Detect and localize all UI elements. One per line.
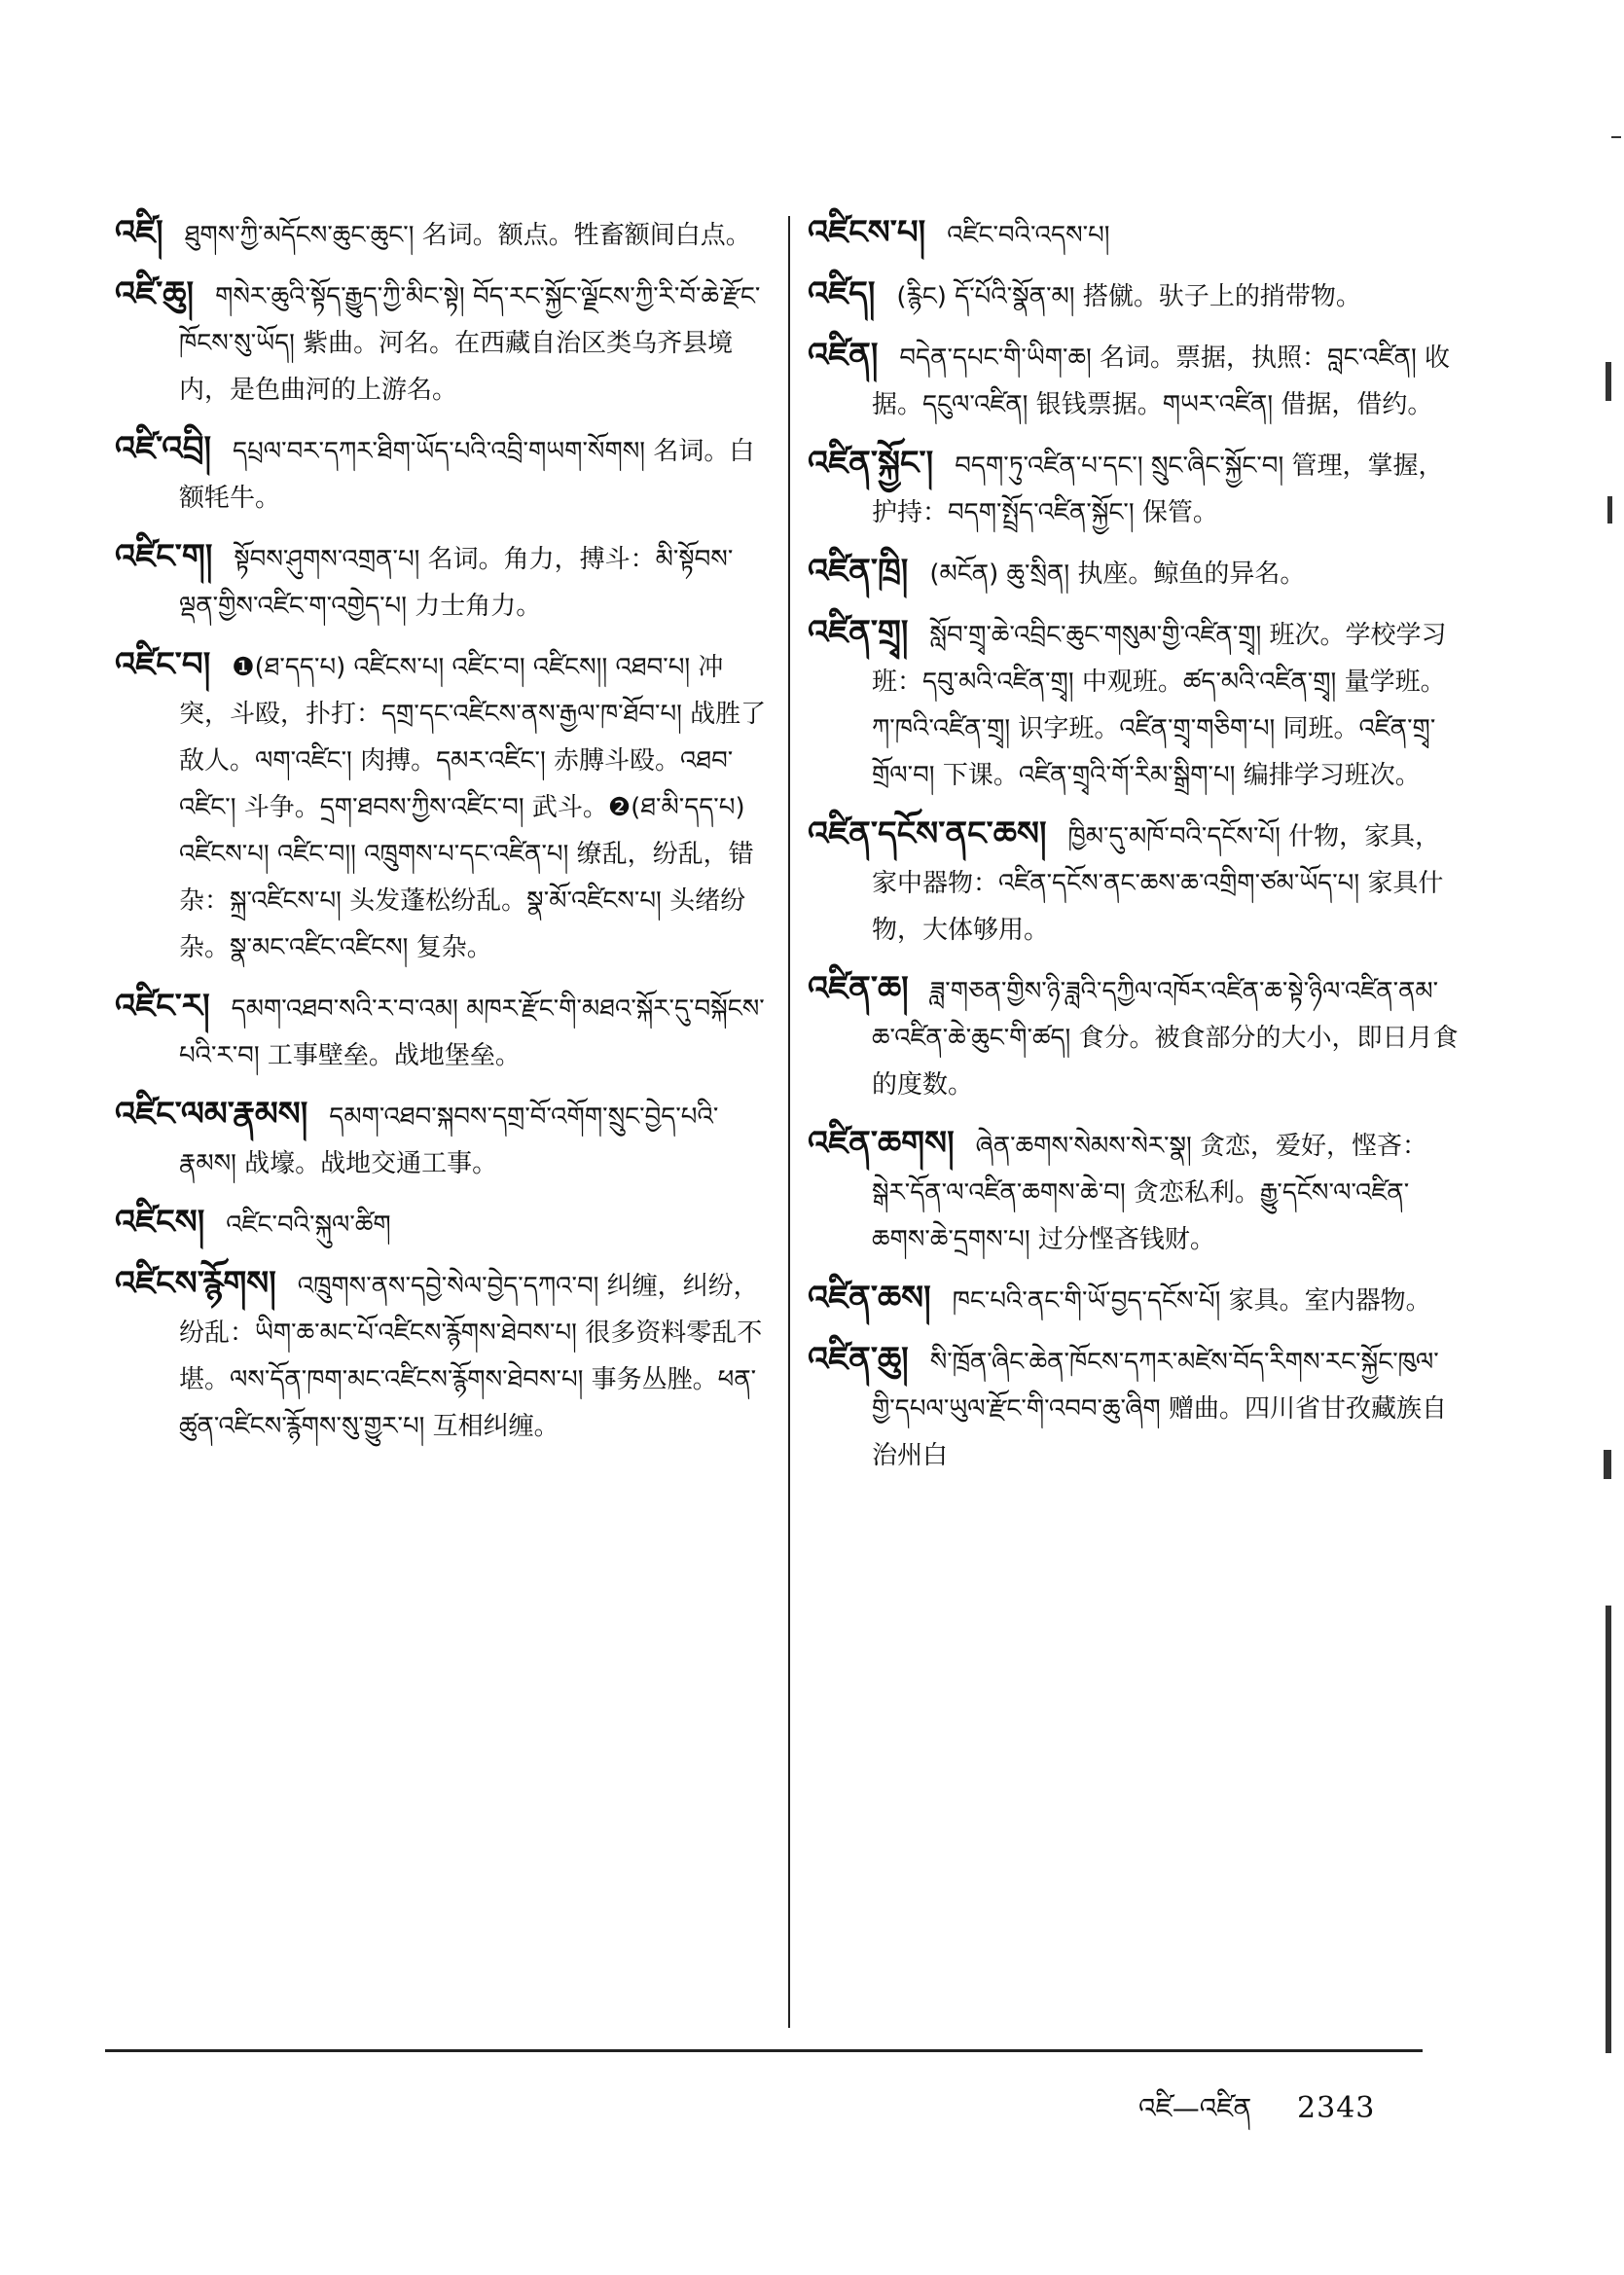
entry-definition: གསེར་ཆུའི་སྟོད་རྒྱུད་ཀྱི་མིང་སྟེ། བོད་རང་སྐྱོང་ལྗོངས་ཀྱི་རི་བོ་ཆེ་རྫོང་ཁོངས་སུ་ཡོད། 紫曲。河名。在西藏自治区类乌齐县境内，是色曲河的上游名。 (179, 282, 761, 405)
dictionary-entry (808, 1120, 1460, 1263)
entry-headword: འཛིངས་པ། (808, 213, 926, 252)
dictionary-entry (808, 811, 1460, 954)
dictionary-entry (115, 983, 767, 1079)
entry-headword: འཛིངས་རྙོགས། (115, 1264, 276, 1303)
entry-definition: དཔྲལ་བར་དཀར་ཐིག་ཡོད་པའི་འབྲི་གཡག་སོགས། 名词。白额牦牛。 (179, 437, 755, 513)
entry-definition: ❶(ཐ་དད་པ) འཛིངས་པ། འཛིང་བ། འཛིངས།། འཐབ་པ། 冲突，斗殴，扑打：དགྲ་དང་འཛིངས་ནས་རྒྱལ་ཁ་ཐོབ་པ། 战胜了敌人。ལག་འཛིང་། 肉搏。དམར་འཛིང་། 赤膊斗殴。འཐབ་འཛིང་། 斗争。དྲག་ཐབས་ཀྱིས་འཛིང་བ། 武斗。❷(ཐ་མི་དད་པ) འཛིངས་པ། འཛིང་བ།། འཁྲུགས་པ་དང་འཛིན་པ། 缭乱，纷乱，错杂：སྐྲ་འཛིངས་པ། 头发蓬松纷乱。སྣ་མོ་འཛིངས་པ། 头绪纷杂。སྣ་མང་འཛིང་འཛིངས། 复杂。 (179, 653, 767, 962)
entry-headword: འཛི་འབྲི། (115, 429, 212, 468)
entry-definition: སི་ཁྲོན་ཞིང་ཆེན་ཁོངས་དཀར་མཛེས་བོད་རིགས་རང་སྐྱོང་ཁུལ་གྱི་དཔལ་ཡུལ་རྫོང་གི་འབབ་ཆུ་ཞིག 赠曲。四川省甘孜藏族自治州白 (872, 1348, 1447, 1470)
dictionary-entry (115, 209, 767, 259)
entry-headword: འཛིན་ཆུ། (808, 1340, 909, 1379)
entry-definition: ཁྱིམ་དུ་མཁོ་བའི་དངོས་པོ། 什物，家具，家中器物：འཛིན་དངོས་ནང་ཆས་ཆ་འགྲིག་ཙམ་ཡོད་པ། 家具什物，大体够用。 (872, 822, 1444, 945)
entry-headword: འཛིན། (808, 336, 879, 375)
entry-headword: འཛིན་ཁྲི། (808, 552, 909, 591)
entry-definition: (མངོན) ཆུ་སྲིན། 执座。鲸鱼的异名。 (929, 560, 1306, 589)
entry-headword: འཛིང་ར། (115, 987, 210, 1026)
entry-definition: ཞེན་ཆགས་སེམས་སེར་སྣ། 贪恋，爱好，悭吝：སྒེར་དོན་ལ་འཛིན་ཆགས་ཆེ་བ། 贪恋私利。རྒྱུ་དངོས་ལ་འཛིན་ཆགས་ཆེ་དྲགས་པ། 过分悭吝钱财。 (872, 1132, 1428, 1254)
entry-headword: འཛིན་གྲྭ། (808, 613, 909, 652)
entry-definition: འཛིང་བའི་འདས་པ། (947, 221, 1110, 250)
entry-definition: དམག་འཐབ་སའི་ར་བ་འམ། མཁར་རྫོང་གི་མཐའ་སྐོར་དུ་བསྐོངས་པའི་ར་བ། 工事壁垒。战地堡垒。 (179, 994, 765, 1070)
dictionary-entry (115, 1199, 767, 1248)
entry-headword: འཛི། (115, 213, 163, 252)
dictionary-entry (115, 641, 767, 971)
dictionary-entry (115, 425, 767, 522)
column-divider (788, 216, 790, 2028)
entry-headword: འཛིན་ཆ། (808, 969, 909, 1008)
dictionary-entry (808, 609, 1460, 799)
dictionary-entry (808, 1336, 1460, 1479)
scan-edge-mark (1606, 362, 1611, 401)
scan-edge-mark (1607, 496, 1612, 524)
entry-headword: འཛིན་ཆགས། (808, 1124, 955, 1163)
entry-definition: བདེན་དཔང་གི་ཡིག་ཆ། 名词。票据，执照：བླང་འཛིན། 收据。དངུལ་འཛིན། 银钱票据。གཡར་འཛིན། 借据，借约。 (872, 343, 1450, 419)
dictionary-entry (808, 548, 1460, 597)
entry-definition: (རྙིང) དོ་པོའི་སྣོན་མ། 搭僦。驮子上的捎带物。 (896, 282, 1361, 311)
entry-definition: སློབ་གྲྭ་ཆེ་འབྲིང་ཆུང་གསུམ་གྱི་འཛིན་གྲྭ། 班次。学校学习班：དབུ་མའི་འཛིན་གྲྭ། 中观班。ཚད་མའི་འཛིན་གྲྭ། 量学班。ཀ་ཁའི་འཛིན་གྲྭ། 识字班。འཛིན་གྲྭ་གཅིག་པ། 同班。འཛིན་གྲྭ་གྲོལ་བ། 下课。འཛིན་གྲྭའི་གོ་རིམ་སྒྲིག་པ། 编排学习班次。 (872, 621, 1447, 790)
entry-headword: འཛིན་ཆས། (808, 1279, 931, 1318)
scan-edge-mark (1604, 1450, 1611, 1479)
page-footer (1138, 2077, 1375, 2154)
entry-definition: དམག་འཐབ་སྐབས་དགྲ་བོ་འགོག་སྲུང་བྱེད་པའི་རྣམས། 战壕。战地交通工事。 (179, 1102, 719, 1178)
dictionary-entry (808, 440, 1460, 536)
entry-definition: སྟོབས་ཤུགས་འགྲན་པ། 名词。角力，搏斗：མི་སྟོབས་ལྡན་གྱིས་འཛིང་ག་འགྱེད་པ། 力士角力。 (179, 545, 734, 621)
right-column (808, 209, 1460, 1491)
dictionary-entry (808, 332, 1460, 428)
scan-edge-mark (1611, 136, 1621, 138)
entry-definition: འཁྲུགས་ནས་དབྱེ་སེལ་བྱེད་དཀའ་བ། 纠缠，纠纷，纷乱：ཡིག་ཆ་མང་པོ་འཛིངས་རྙོགས་ཐེབས་པ། 很多资料零乱不堪。ལས་དོན་ཁག་མང་འཛིངས་རྙོགས་ཐེབས་པ། 事务丛脞。ཕན་ཚུན་འཛིངས་རྙོགས་སུ་གྱུར་པ། 互相纠缠。 (179, 1272, 763, 1441)
dictionary-entry (115, 1091, 767, 1187)
entry-definition: བདག་ཏུ་འཛིན་པ་དང་། སྲུང་ཞིང་སྐྱོང་བ། 管理，掌握，护持：བདག་སྤྲོད་འཛིན་སྐྱོང་། 保管。 (872, 451, 1444, 527)
entry-headword: འཛིན་དངོས་ནང་ཆས། (808, 814, 1047, 853)
headword-range: འཛི—འཛིན (1138, 2092, 1252, 2124)
dictionary-entry (115, 271, 767, 414)
entry-headword: འཛིང་ལམ་རྣམས། (115, 1095, 308, 1134)
dictionary-entry (808, 1275, 1460, 1324)
dictionary-entry (808, 965, 1460, 1108)
dictionary-entry (808, 209, 1460, 259)
entry-definition: ཁང་པའི་ནང་གི་ཡོ་བྱད་དངོས་པོ། 家具。室内器物。 (952, 1286, 1431, 1316)
page-number: 2343 (1297, 2091, 1376, 2125)
dictionary-entry (115, 533, 767, 630)
left-column (115, 209, 767, 1462)
entry-headword: འཛི་ཆུ། (115, 274, 195, 313)
entry-definition: ཟླ་གཅན་གྱིས་ཉི་ཟླའི་དཀྱིལ་འཁོར་འཛིན་ཆ་སྟེ་ཉིལ་འཛིན་ནམ་ཆ་འཛིན་ཆེ་ཆུང་གི་ཚད། 食分。被食部分的大小，即日月食的度数。 (872, 977, 1459, 1100)
entry-headword: འཛིངས། (115, 1203, 205, 1242)
entry-headword: འཛིན་སྐྱོང་། (808, 444, 934, 483)
dictionary-entry (808, 271, 1460, 320)
entry-headword: འཛིང་ག། (115, 537, 213, 576)
dictionary-entry (115, 1260, 767, 1450)
scan-edge-mark (1606, 1606, 1611, 2053)
footer-rule (105, 2049, 1423, 2052)
entry-headword: འཛིང་བ། (115, 645, 211, 684)
entry-definition: ཐུགས་ཀྱི་མདོངས་ཆུང་ཆུང་། 名词。额点。牲畜额间白点。 (184, 221, 751, 250)
entry-headword: འཛིད། (808, 274, 876, 313)
entry-definition: འཛིང་བའི་སྐུལ་ཚིག (226, 1210, 391, 1240)
